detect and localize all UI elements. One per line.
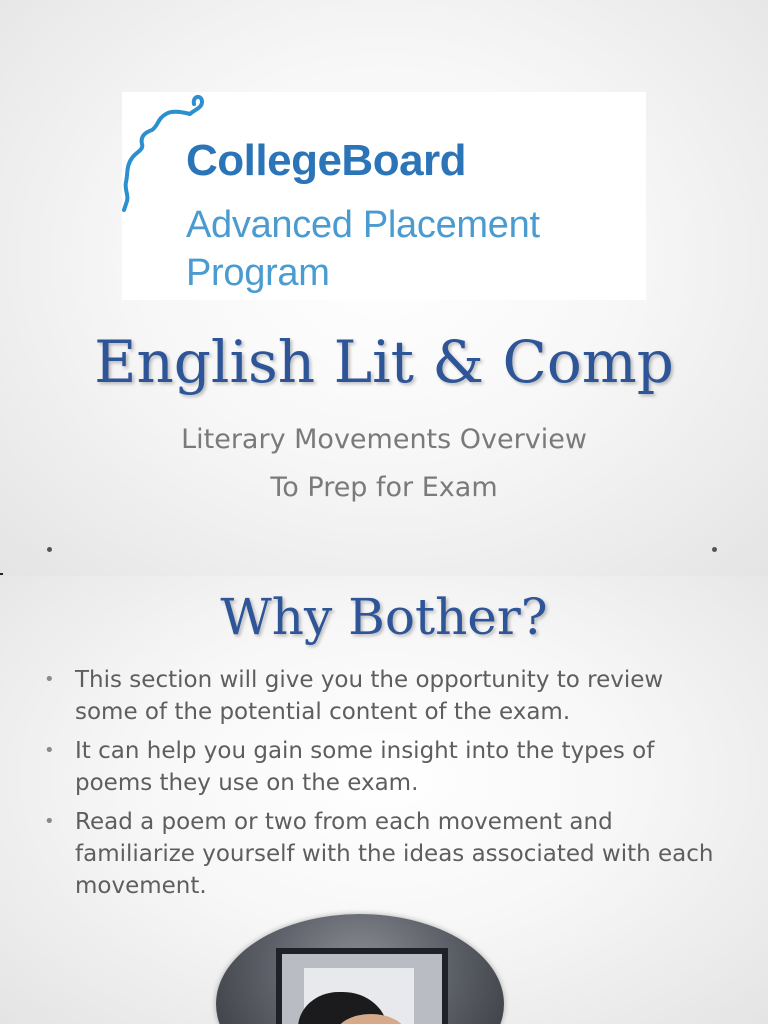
bullet-item <box>42 806 722 902</box>
logo-line-program: Program <box>186 252 330 294</box>
decorative-dot-right <box>712 547 717 552</box>
bullet-text: This section will give you the opportunity to review some of the potential content of the exam. <box>75 667 664 725</box>
bullet-dot-icon: • <box>44 811 55 832</box>
slide-heading: Why Bother? <box>220 588 548 646</box>
logo-brand-text: CollegeBoard <box>186 136 467 185</box>
why-bother-slide <box>0 576 768 1024</box>
subtitle-line-2: To Prep for Exam <box>270 472 498 503</box>
bullet-dot-icon: • <box>44 669 55 690</box>
student-photo <box>216 914 504 1024</box>
collegeboard-logo <box>122 92 646 300</box>
bullet-dot-icon: • <box>44 740 55 761</box>
logo-line-advanced-placement: Advanced Placement <box>186 204 540 246</box>
slide-edge-mark <box>0 573 3 575</box>
bullet-item <box>42 664 722 728</box>
bullet-text: Read a poem or two from each movement and familiarize yourself with the ideas associated with each movement. <box>75 809 714 899</box>
bullet-text: It can help you gain some insight into the types of poems they use on the exam. <box>75 738 655 796</box>
slide-title: English Lit & Comp <box>94 328 674 396</box>
bullet-item <box>42 735 722 799</box>
decorative-dot-left <box>47 547 52 552</box>
subtitle-line-1: Literary Movements Overview <box>181 424 587 455</box>
bullet-list <box>42 664 722 909</box>
